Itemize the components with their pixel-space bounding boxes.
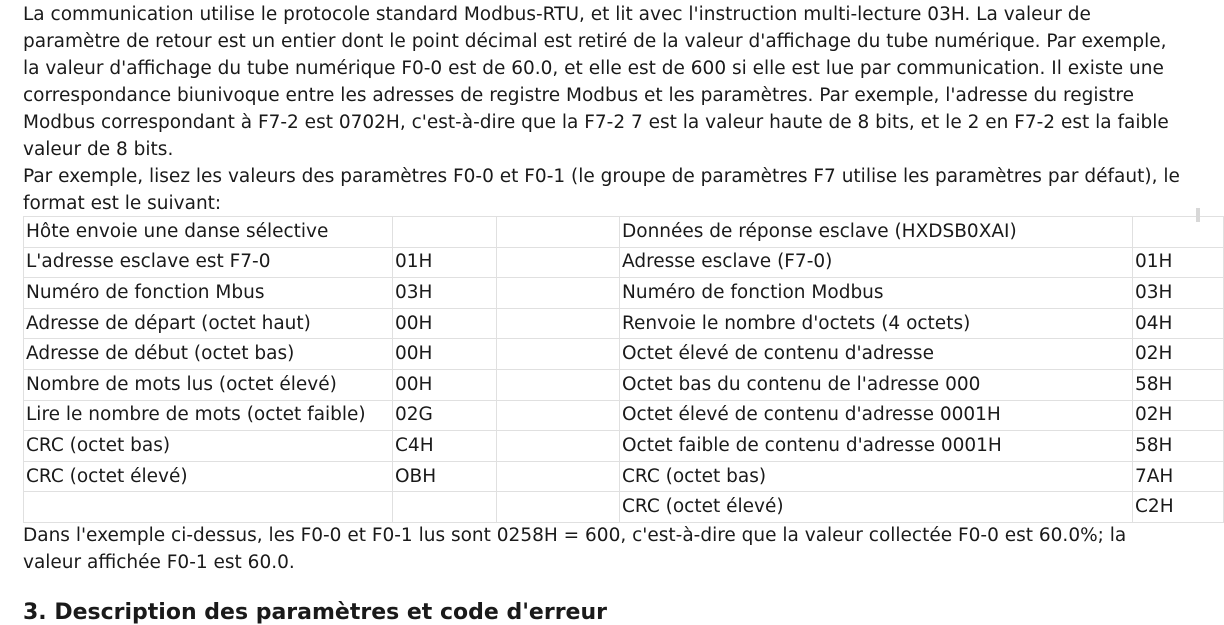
spacer-cell (497, 217, 620, 248)
slave-value-cell: 58H (1133, 431, 1224, 462)
slave-value-cell: 03H (1133, 278, 1224, 309)
spacer-cell (497, 461, 620, 492)
slave-value-cell: 01H (1133, 247, 1224, 278)
slave-label-cell: CRC (octet élevé) (620, 492, 1133, 523)
host-value-cell (393, 217, 497, 248)
table-row (24, 247, 1224, 278)
spacer-cell (497, 247, 620, 278)
spacer-cell (497, 278, 620, 309)
slave-label-cell: Numéro de fonction Modbus (620, 278, 1133, 309)
slave-value-cell: 04H (1133, 308, 1224, 339)
result-paragraph: Dans l'exemple ci-dessus, les F0-0 et F0-1 lus sont 0258H = 600, c'est-à-dire que la valeur collectée F0-0 est 60.0%; la valeur affichée F0-1 est 60.0. (23, 525, 1127, 573)
slave-label-cell: Octet élevé de contenu d'adresse (620, 339, 1133, 370)
table-row (24, 461, 1224, 492)
table-row (24, 492, 1224, 523)
slave-value-cell: 02H (1133, 400, 1224, 431)
host-label-cell: Numéro de fonction Mbus (24, 278, 393, 309)
slave-label-cell: Renvoie le nombre d'octets (4 octets) (620, 308, 1133, 339)
slave-value-cell: 7AH (1133, 461, 1224, 492)
table-row (24, 217, 1224, 248)
slave-value-cell: 58H (1133, 369, 1224, 400)
host-value-cell: 02G (393, 400, 497, 431)
host-label-cell: Adresse de début (octet bas) (24, 339, 393, 370)
table-row (24, 400, 1224, 431)
host-value-cell: C4H (393, 431, 497, 462)
spacer-cell (497, 492, 620, 523)
slave-label-cell: Octet faible de contenu d'adresse 0001H (620, 431, 1133, 462)
host-value-cell: 00H (393, 369, 497, 400)
slave-value-cell: C2H (1133, 492, 1224, 523)
slave-label-cell: Octet élevé de contenu d'adresse 0001H (620, 400, 1133, 431)
host-value-cell (393, 492, 497, 523)
host-label-cell: Nombre de mots lus (octet élevé) (24, 369, 393, 400)
host-label-cell: Adresse de départ (octet haut) (24, 308, 393, 339)
table-row (24, 369, 1224, 400)
slave-value-cell (1133, 217, 1224, 248)
host-label-cell: Hôte envoie une danse sélective (24, 217, 393, 248)
spacer-cell (497, 369, 620, 400)
host-value-cell: 00H (393, 339, 497, 370)
scrollbar-marker[interactable] (1196, 208, 1200, 222)
slave-label-cell: Octet bas du contenu de l'adresse 000 (620, 369, 1133, 400)
table-body (24, 217, 1224, 523)
host-value-cell: 03H (393, 278, 497, 309)
modbus-table-container (23, 216, 1174, 522)
host-label-cell: Lire le nombre de mots (octet faible) (24, 400, 393, 431)
host-value-cell: 01H (393, 247, 497, 278)
host-label-cell: L'adresse esclave est F7-0 (24, 247, 393, 278)
spacer-cell (497, 339, 620, 370)
host-value-cell: OBH (393, 461, 497, 492)
table-row (24, 339, 1224, 370)
slave-label-cell: Données de réponse esclave (HXDSB0XAI) (620, 217, 1133, 248)
spacer-cell (497, 308, 620, 339)
modbus-request-response-table (23, 216, 1224, 523)
slave-value-cell: 02H (1133, 339, 1224, 370)
intro-paragraph: La communication utilise le protocole standard Modbus-RTU, et lit avec l'instruction multi-lecture 03H. La valeur de paramètre de retour est un entier dont le point décimal est retiré de la valeur d'affichage du tube numérique. Par exemple, la valeur d'affichage du tube numérique F0-0 est de 60.0, et elle est de 600 si elle est lue par communication. Il existe une correspondance biunivoque entre les adresses de registre Modbus et les paramètres. Par exemple, l'adresse du registre Modbus correspondant à F7-2 est 0702H, c'est-à-dire que la F7-2 7 est la valeur haute de 8 bits, et le 2 en F7-2 est la faible valeur de 8 bits. (23, 4, 1169, 160)
table-row (24, 308, 1224, 339)
spacer-cell (497, 431, 620, 462)
host-label-cell (24, 492, 393, 523)
next-section-heading: 3. Description des paramètres et code d'erreur (23, 600, 607, 625)
slave-label-cell: Adresse esclave (F7-0) (620, 247, 1133, 278)
spacer-cell (497, 400, 620, 431)
table-row (24, 278, 1224, 309)
host-label-cell: CRC (octet élevé) (24, 461, 393, 492)
host-label-cell: CRC (octet bas) (24, 431, 393, 462)
example-paragraph: Par exemple, lisez les valeurs des paramètres F0-0 et F0-1 (le groupe de paramètres F7 utilise les paramètres par défaut), le format est le suivant: (23, 166, 1180, 214)
table-row (24, 431, 1224, 462)
host-value-cell: 00H (393, 308, 497, 339)
slave-label-cell: CRC (octet bas) (620, 461, 1133, 492)
